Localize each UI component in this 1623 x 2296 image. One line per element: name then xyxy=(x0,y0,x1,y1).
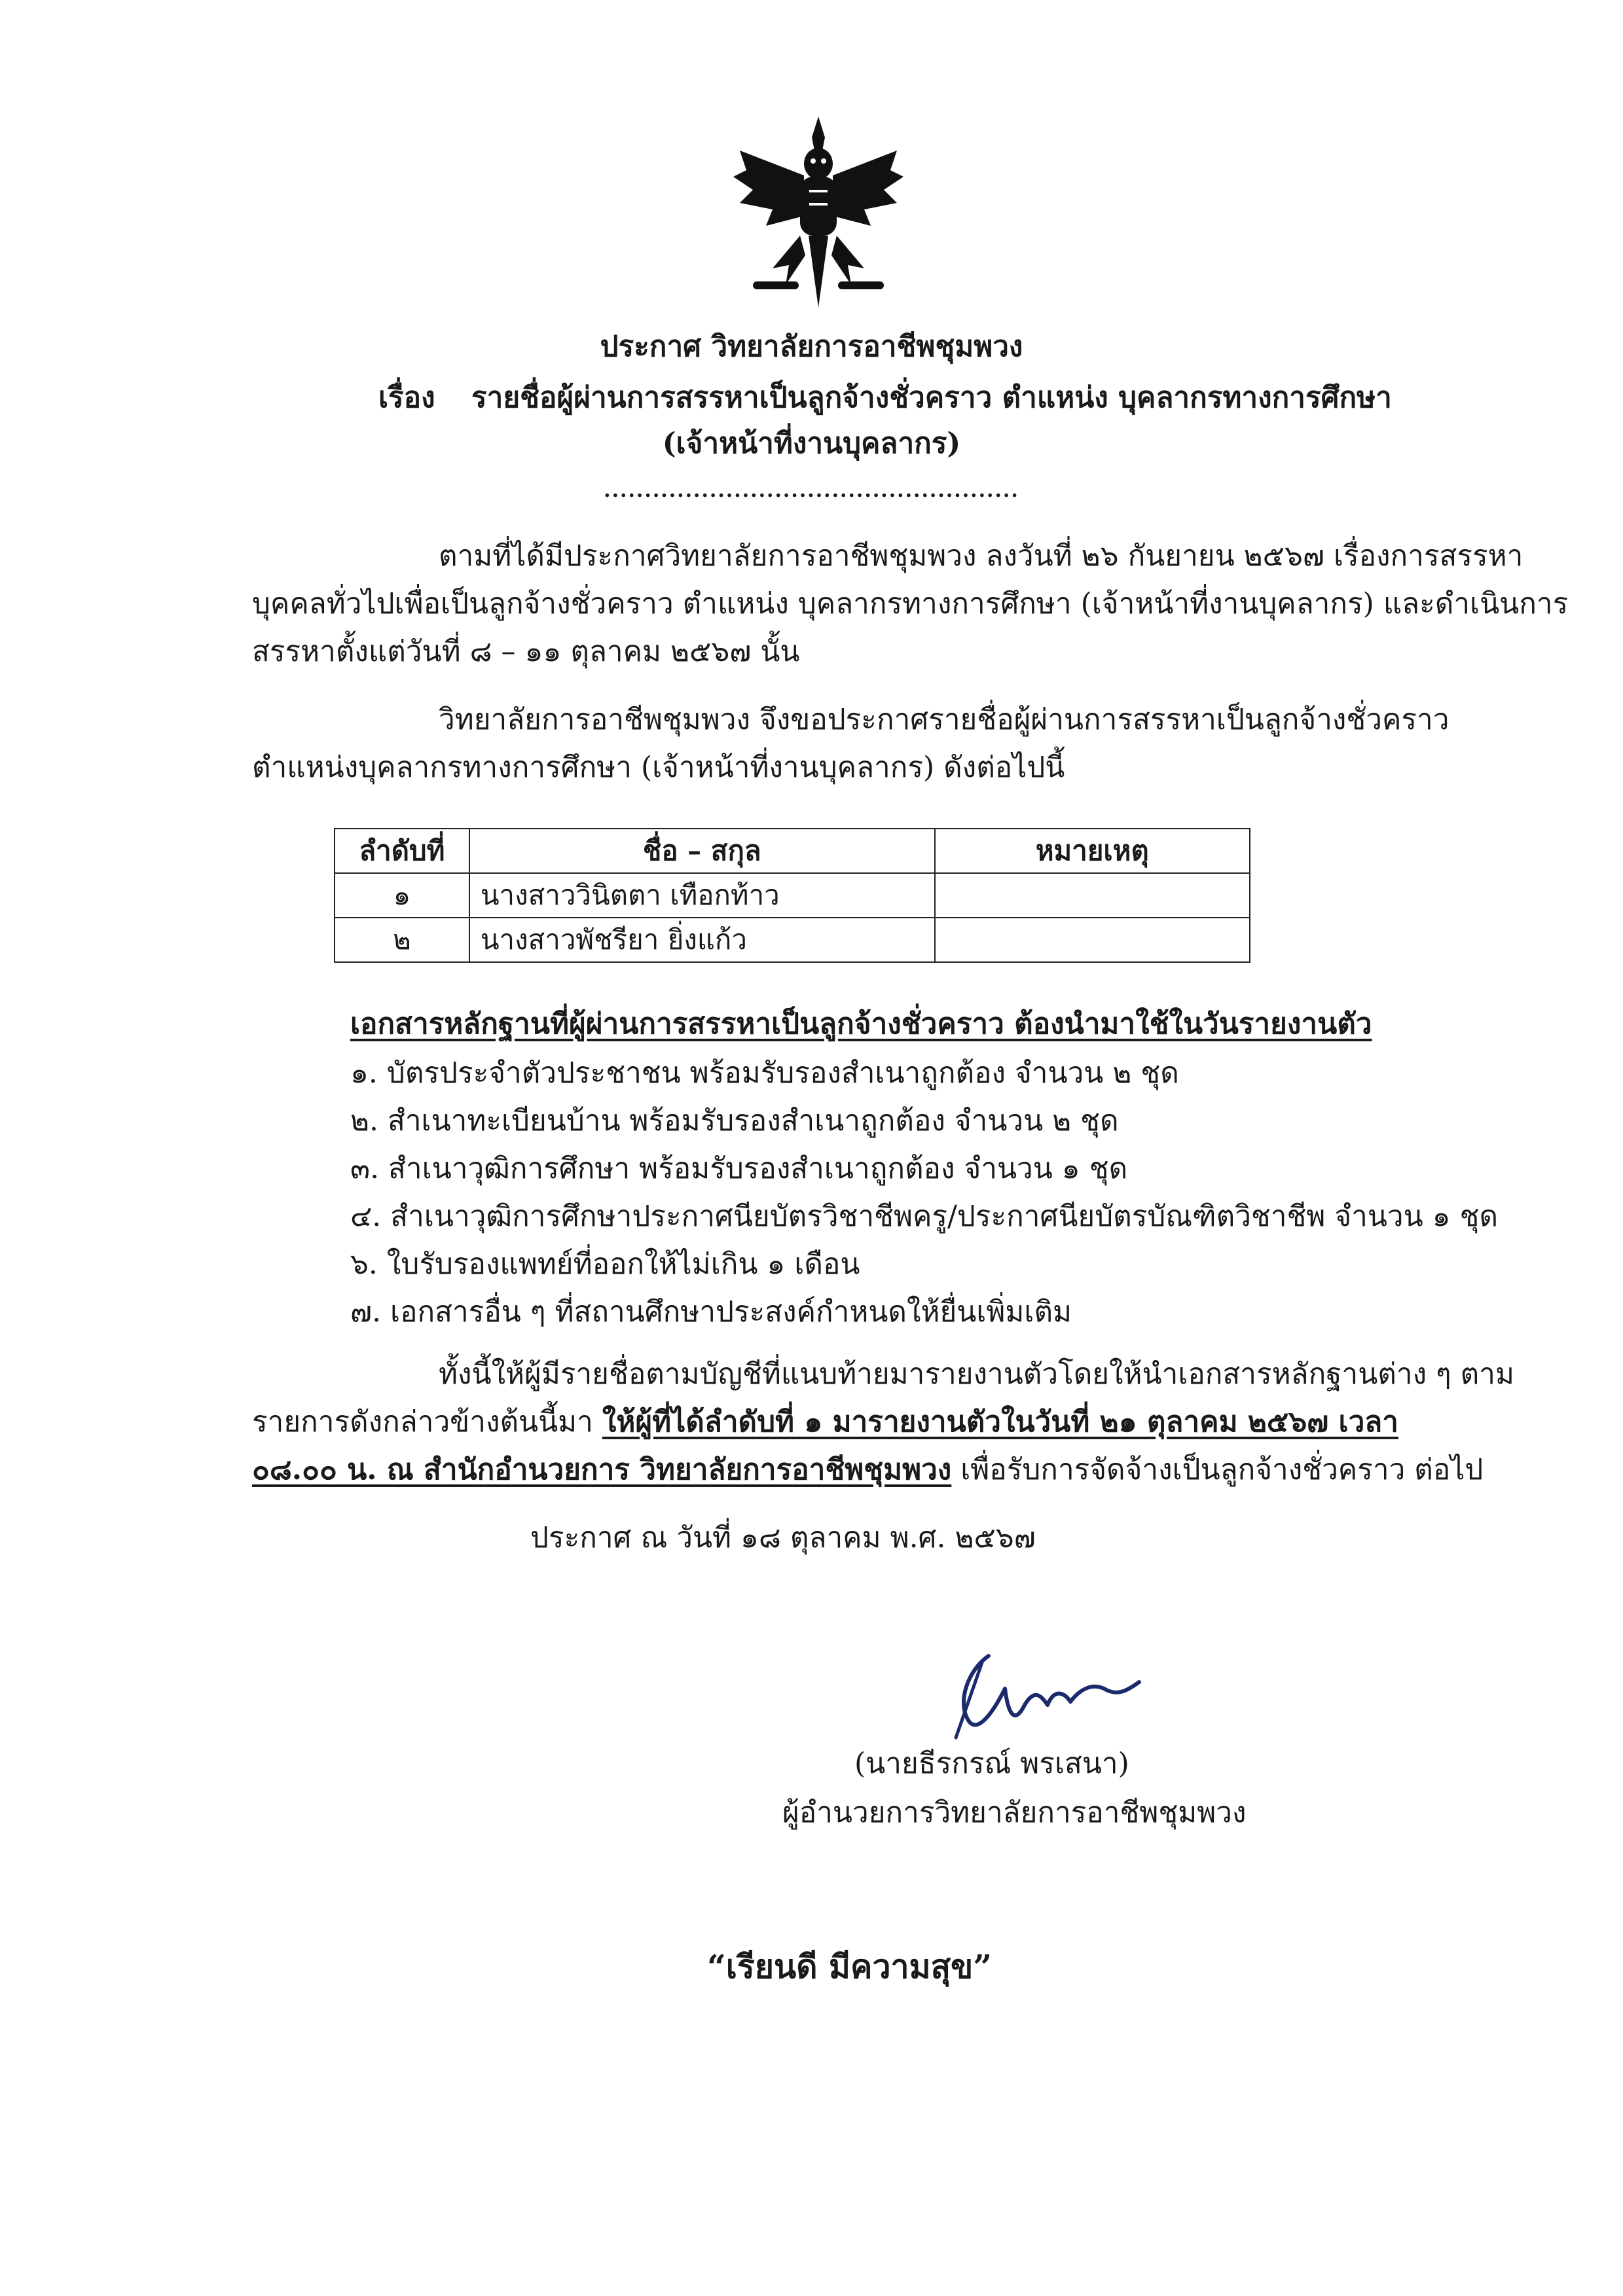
table-row xyxy=(335,918,1250,962)
announce-line-1: วิทยาลัยการอาชีพชุมพวง จึงขอประกาศรายชื่อผู้ผ่านการสรรหาเป็นลูกจ้างชั่วคราว xyxy=(439,703,1450,736)
row-order: ๒ xyxy=(335,918,469,962)
document-item-2: ๒. สำเนาทะเบียนบ้าน พร้อมรับรองสำเนาถูกต้อง จำนวน ๒ ชุด xyxy=(350,1104,1119,1138)
signature-image xyxy=(943,1643,1152,1741)
closing-line-3-plain: เพื่อรับการจัดจ้างเป็นลูกจ้างชั่วคราว ต่อไป xyxy=(951,1453,1484,1486)
row-note xyxy=(935,918,1250,962)
document-item-5: ๖. ใบรับรองแพทย์ที่ออกให้ไม่เกิน ๑ เดือน xyxy=(350,1247,860,1281)
garuda-emblem-icon xyxy=(727,111,910,321)
announcement-title: ประกาศ วิทยาลัยการอาชีพชุมพวง xyxy=(600,330,1023,363)
announcement-date: ประกาศ ณ วันที่ ๑๘ ตุลาคม พ.ศ. ๒๕๖๗ xyxy=(530,1521,1036,1554)
subject-label: เรื่อง xyxy=(378,381,435,414)
table-row xyxy=(335,873,1250,918)
intro-line-3: สรรหาตั้งแต่วันที่ ๘ – ๑๑ ตุลาคม ๒๕๖๗ นั้น xyxy=(252,635,800,668)
row-note xyxy=(935,873,1250,918)
header-separator: ................................................... xyxy=(604,479,1019,502)
passed-candidates-table xyxy=(334,828,1250,963)
table-header-row xyxy=(335,829,1250,873)
subject-line-1: รายชื่อผู้ผ่านการสรรหาเป็นลูกจ้างชั่วคราว ตำแหน่ง บุคลากรทางการศึกษา xyxy=(471,381,1392,414)
signer-position: ผู้อำนวยการวิทยาลัยการอาชีพชุมพวง xyxy=(782,1796,1247,1829)
closing-line-2-plain: รายการดังกล่าวข้างต้นนี้มา xyxy=(252,1405,602,1439)
document-item-3: ๓. สำเนาวุฒิการศึกษา พร้อมรับรองสำเนาถูกต้อง จำนวน ๑ ชุด xyxy=(350,1152,1128,1185)
closing-line-1: ทั้งนี้ให้ผู้มีรายชื่อตามบัญชีที่แนบท้ายมารายงานตัวโดยให้นำเอกสารหลักฐานต่าง ๆ ตาม xyxy=(439,1357,1514,1391)
announce-line-2: ตำแหน่งบุคลากรทางการศึกษา (เจ้าหน้าที่งานบุคลากร) ดังต่อไปนี้ xyxy=(252,751,1065,784)
document-item-6: ๗. เอกสารอื่น ๆ ที่สถานศึกษาประสงค์กำหนดให้ยื่นเพิ่มเติม xyxy=(350,1295,1072,1329)
signer-name: (นายธีรกรณ์ พรเสนา) xyxy=(854,1747,1129,1780)
report-place-emphasis: ๐๘.๐๐ น. ณ สำนักอำนวยการ วิทยาลัยการอาชีพชุมพวง xyxy=(252,1453,952,1486)
column-header-note: หมายเหตุ xyxy=(935,829,1250,873)
document-item-4: ๔. สำเนาวุฒิการศึกษาประกาศนียบัตรวิชาชีพครู/ประกาศนียบัตรบัณฑิตวิชาชีพ จำนวน ๑ ชุด xyxy=(350,1200,1499,1233)
closing-line-3 xyxy=(252,1450,1483,1490)
motto: “เรียนดี มีความสุข” xyxy=(707,1947,993,1986)
closing-line-2 xyxy=(252,1403,1398,1442)
row-name: นางสาววินิตตา เทือกท้าว xyxy=(469,873,935,918)
intro-line-1: ตามที่ได้มีประกาศวิทยาลัยการอาชีพชุมพวง ลงวันที่ ๒๖ กันยายน ๒๕๖๗ เรื่องการสรรหา xyxy=(439,539,1523,573)
column-header-name: ชื่อ – สกุล xyxy=(469,829,935,873)
row-order: ๑ xyxy=(335,873,469,918)
row-name: นางสาวพัชรียา ยิ่งแก้ว xyxy=(469,918,935,962)
documents-heading: เอกสารหลักฐานที่ผู้ผ่านการสรรหาเป็นลูกจ้างชั่วคราว ต้องนำมาใช้ในวันรายงานตัว xyxy=(350,1007,1372,1041)
subject-line-2: (เจ้าหน้าที่งานบุคลากร) xyxy=(662,427,961,460)
intro-line-2: บุคคลทั่วไปเพื่อเป็นลูกจ้างชั่วคราว ตำแหน่ง บุคลากรทางการศึกษา (เจ้าหน้าที่งานบุคลากร) และดำเนินการ xyxy=(252,587,1569,620)
column-header-order: ลำดับที่ xyxy=(335,829,469,873)
document-item-1: ๑. บัตรประจำตัวประชาชน พร้อมรับรองสำเนาถูกต้อง จำนวน ๒ ชุด xyxy=(350,1056,1179,1090)
report-date-emphasis: ให้ผู้ที่ได้ลำดับที่ ๑ มารายงานตัวในวันที่ ๒๑ ตุลาคม ๒๕๖๗ เวลา xyxy=(602,1405,1398,1439)
